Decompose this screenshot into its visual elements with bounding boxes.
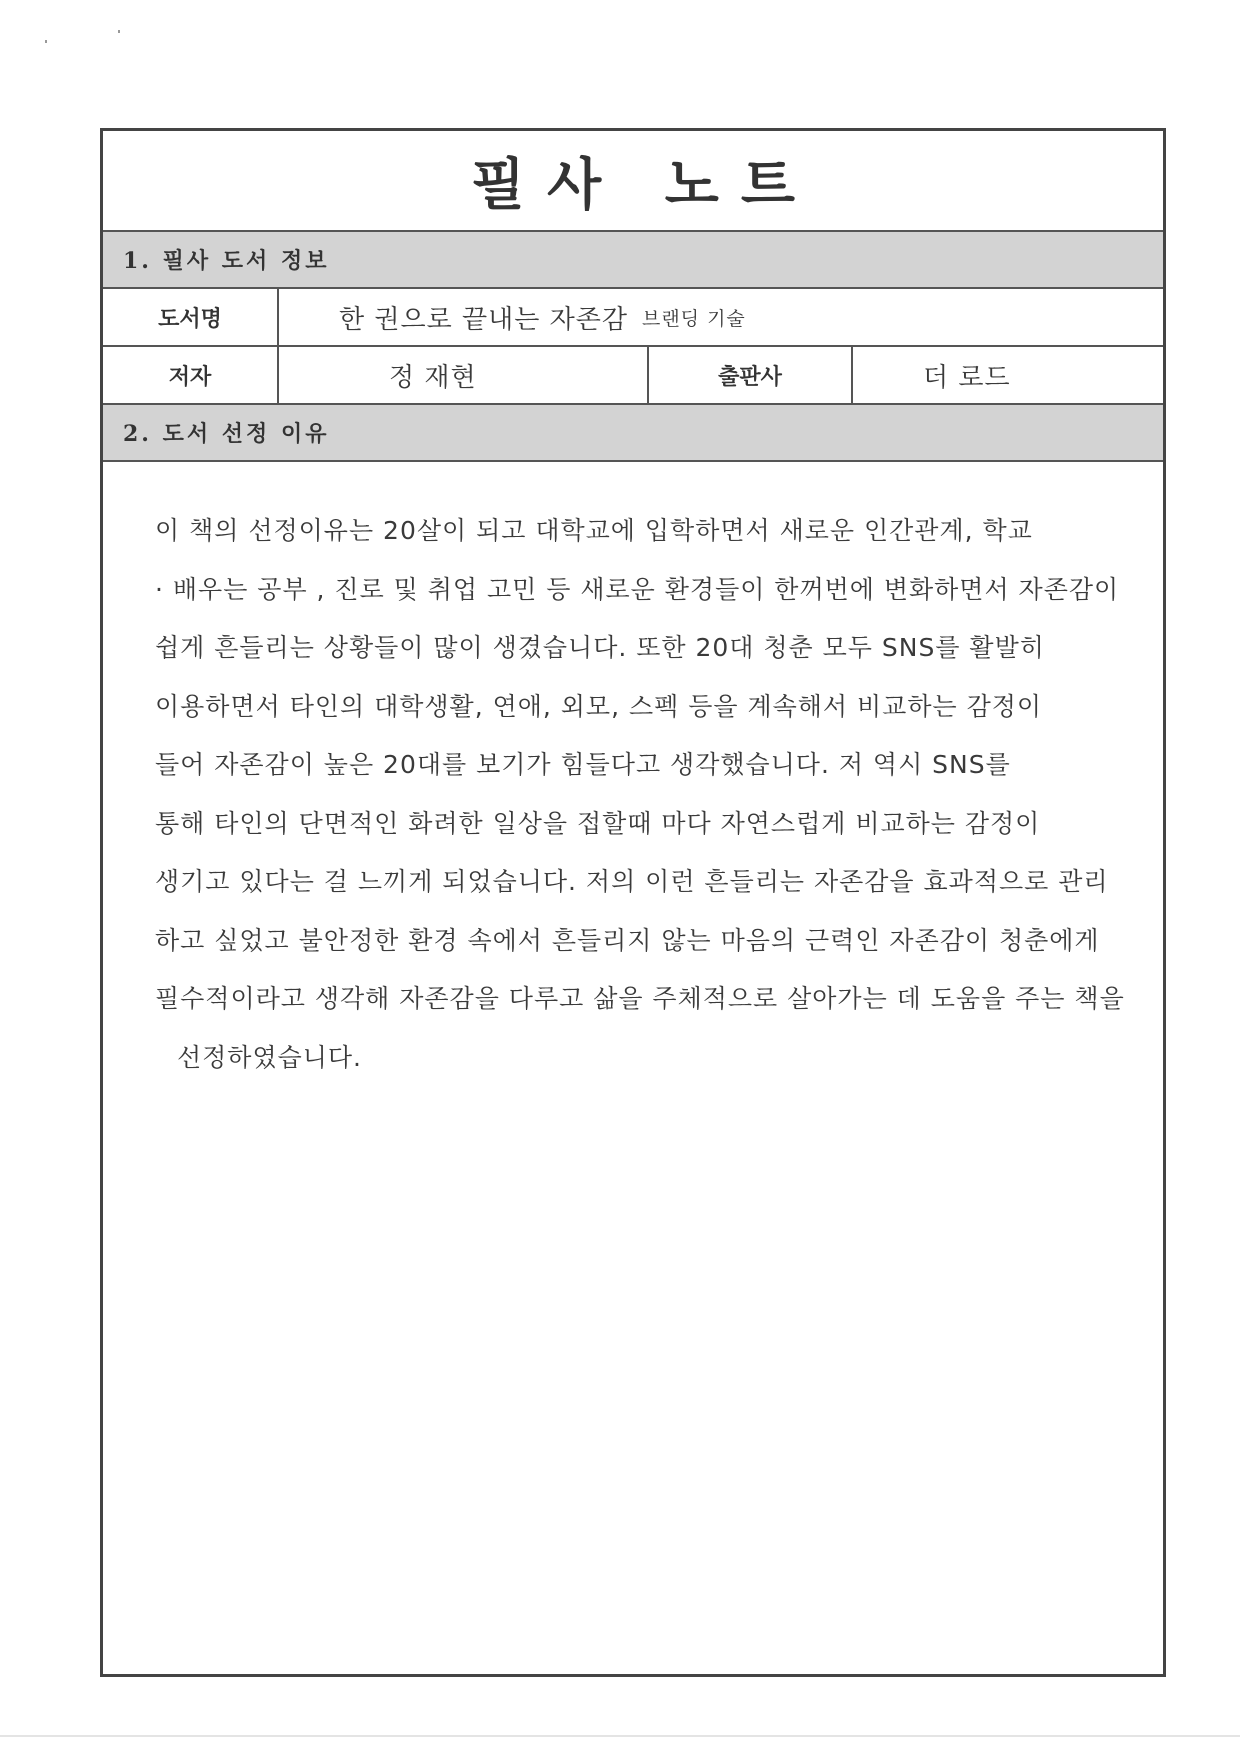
page-title: 필사 노트 (471, 151, 817, 218)
reason-line: 통해 타인의 단면적인 화려한 일상을 접할때 마다 자연스럽게 비교하는 감정이 (155, 808, 1041, 838)
publisher-label: 출판사 (649, 347, 853, 403)
author-value (279, 347, 649, 403)
reason-line: 생기고 있다는 걸 느끼게 되었습니다. 저의 이런 흔들리는 자존감을 효과적으로 관리 (155, 867, 1109, 896)
reason-line: · 배우는 공부 , 진로 및 취업 고민 등 새로운 환경들이 한꺼번에 변화하면서 자존감이 (155, 574, 1120, 604)
scan-edge-line (0, 1735, 1240, 1737)
book-title-label: 도서명 (103, 289, 279, 345)
reason-line: 이 책의 선정이유는 20살이 되고 대학교에 입학하면서 새로운 인간관계, 학교 (155, 516, 1033, 545)
note-sheet (100, 128, 1166, 1677)
reason-line: 들어 자존감이 높은 20대를 보기가 힘들다고 생각했습니다. 저 역시 SNS를 (155, 750, 1011, 779)
publisher: 더 로드 (923, 362, 1011, 393)
reason-text (155, 502, 1123, 1087)
reason-line: 필수적이라고 생각해 자존감을 다루고 삶을 주체적으로 살아가는 데 도움을 주는 책을 (155, 984, 1125, 1013)
scan-speck (45, 40, 47, 43)
book-title: 한 권으로 끝내는 자존감 (339, 304, 628, 335)
section-heading-book-info: 1. 필사 도서 정보 (103, 232, 1163, 289)
reason-line: 선정하였습니다. (177, 1042, 362, 1072)
scan-speck (118, 30, 120, 33)
reason-body (103, 462, 1163, 1087)
author-publisher-row (103, 347, 1163, 405)
book-title-value (279, 289, 1163, 345)
reason-line: 이용하면서 타인의 대학생활, 연애, 외모, 스펙 등을 계속해서 비교하는 감정이 (155, 691, 1043, 721)
reason-line: 하고 싶었고 불안정한 환경 속에서 흔들리지 않는 마음의 근력인 자존감이 청춘에게 (155, 925, 1100, 955)
author: 정 재현 (389, 362, 477, 393)
publisher-value (853, 347, 1163, 403)
book-title-row (103, 289, 1163, 347)
reason-line: 쉽게 흔들리는 상황들이 많이 생겼습니다. 또한 20대 청춘 모두 SNS를 활발히 (155, 633, 1045, 662)
section-heading-selection-reason: 2. 도서 선정 이유 (103, 405, 1163, 462)
book-title-suffix: 브랜딩 기술 (641, 307, 746, 330)
author-label: 저자 (103, 347, 279, 403)
title-row (103, 131, 1163, 232)
